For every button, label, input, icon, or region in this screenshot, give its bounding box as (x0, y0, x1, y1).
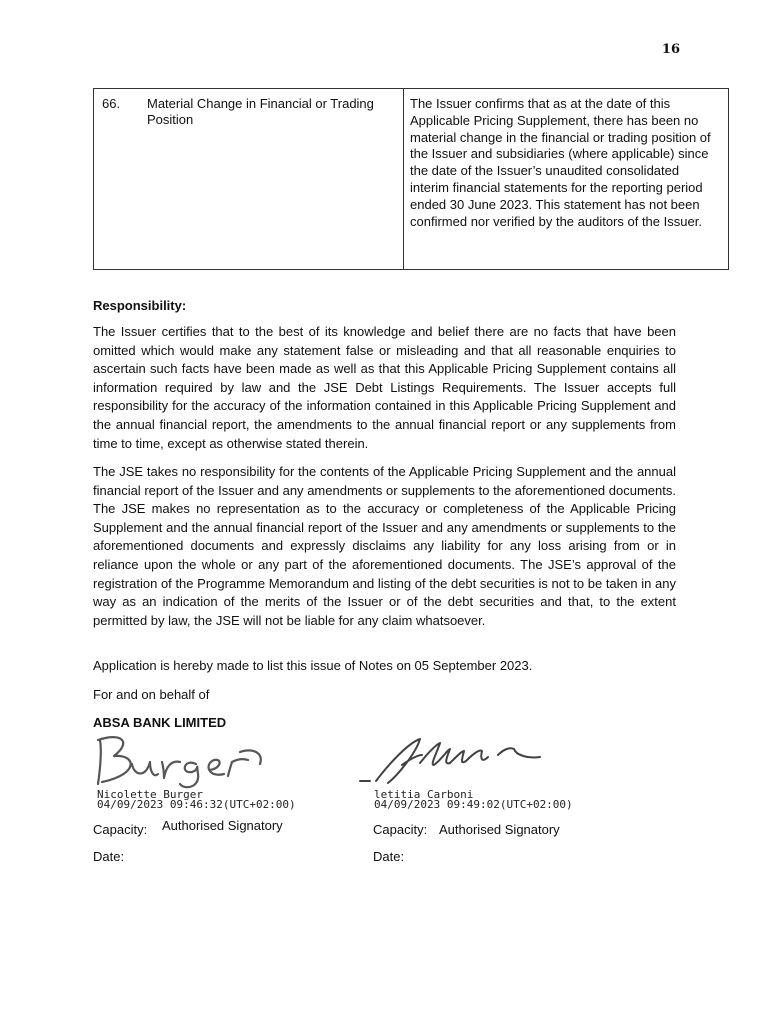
table-divider (403, 89, 404, 269)
signature-2-image (358, 735, 553, 787)
application-statement: Application is hereby made to list this issue of Notes on 05 September 2023. (93, 658, 533, 673)
signatory-1-capacity: Authorised Signatory (162, 818, 283, 833)
item-table (93, 88, 729, 270)
item-number: 66. (102, 96, 121, 111)
signature-1-image (92, 730, 277, 792)
responsibility-paragraph-1: The Issuer certifies that to the best of its knowledge and belief there are no facts that have been omitted which would make any statement false or misleading and that all reasonable enquiries to ascertain such facts have been made as well as that this Applicable Pricing Supplement contains all information required by law and the JSE Debt Listings Requirements. The Issuer accepts full responsibility for the accuracy of the information contained in this Applicable Pricing Supplement and the annual financial report, the amendments to the annual financial report or any supplements from time to time, except as otherwise stated therein. (93, 324, 676, 451)
signatory-2-capacity: Authorised Signatory (439, 822, 560, 837)
item-value: The Issuer confirms that as at the date of this Applicable Pricing Supplement, there has been no material change in the financial or trading position of the Issuer and subsidiaries (where applicable) since the date of the Issuer’s unaudited consolidated interim financial statements for the reporting period ended 30 June 2023. This statement has not been confirmed nor verified by the auditors of the Issuer. (410, 96, 711, 229)
behalf-line: For and on behalf of (93, 687, 210, 702)
signatory-2-timestamp: 04/09/2023 09:49:02(UTC+02:00) (374, 798, 573, 811)
signatory-2-name: letitia Carboni (374, 788, 474, 801)
item-label: Material Change in Financial or Trading Position (147, 96, 374, 127)
page-number: 16 (661, 42, 680, 57)
signatory-1-name: Nicolette Burger (97, 788, 203, 801)
signatory-2-capacity-label: Capacity: (373, 822, 428, 837)
bank-name: ABSA BANK LIMITED (93, 715, 227, 730)
signatory-1-timestamp: 04/09/2023 09:46:32(UTC+02:00) (97, 798, 296, 811)
responsibility-paragraph-2: The JSE takes no responsibility for the contents of the Applicable Pricing Supplement and the annual financial report of the Issuer and any amendments or supplements to the aforementioned documents. The JSE makes no representation as to the accuracy or completeness of the Applicable Pricing Supplement and the annual financial report of the Issuer and any amendments or supplements to the aforementioned documents and expressly disclaims any liability for any loss arising from or in reliance upon the whole or any part of the aforementioned documents. The JSE’s approval of the registration of the Programme Memorandum and listing of the debt securities is not to be taken in any way as an indication of the merits of the Issuer or of the debt securities and that, to the extent permitted by law, the JSE will not be liable for any claim whatsoever. (93, 464, 676, 628)
signatory-1-capacity-label: Capacity: (93, 822, 148, 837)
responsibility-heading: Responsibility: (93, 298, 187, 313)
signatory-1-date-label: Date: (93, 849, 125, 864)
signatory-2-date-label: Date: (373, 849, 405, 864)
